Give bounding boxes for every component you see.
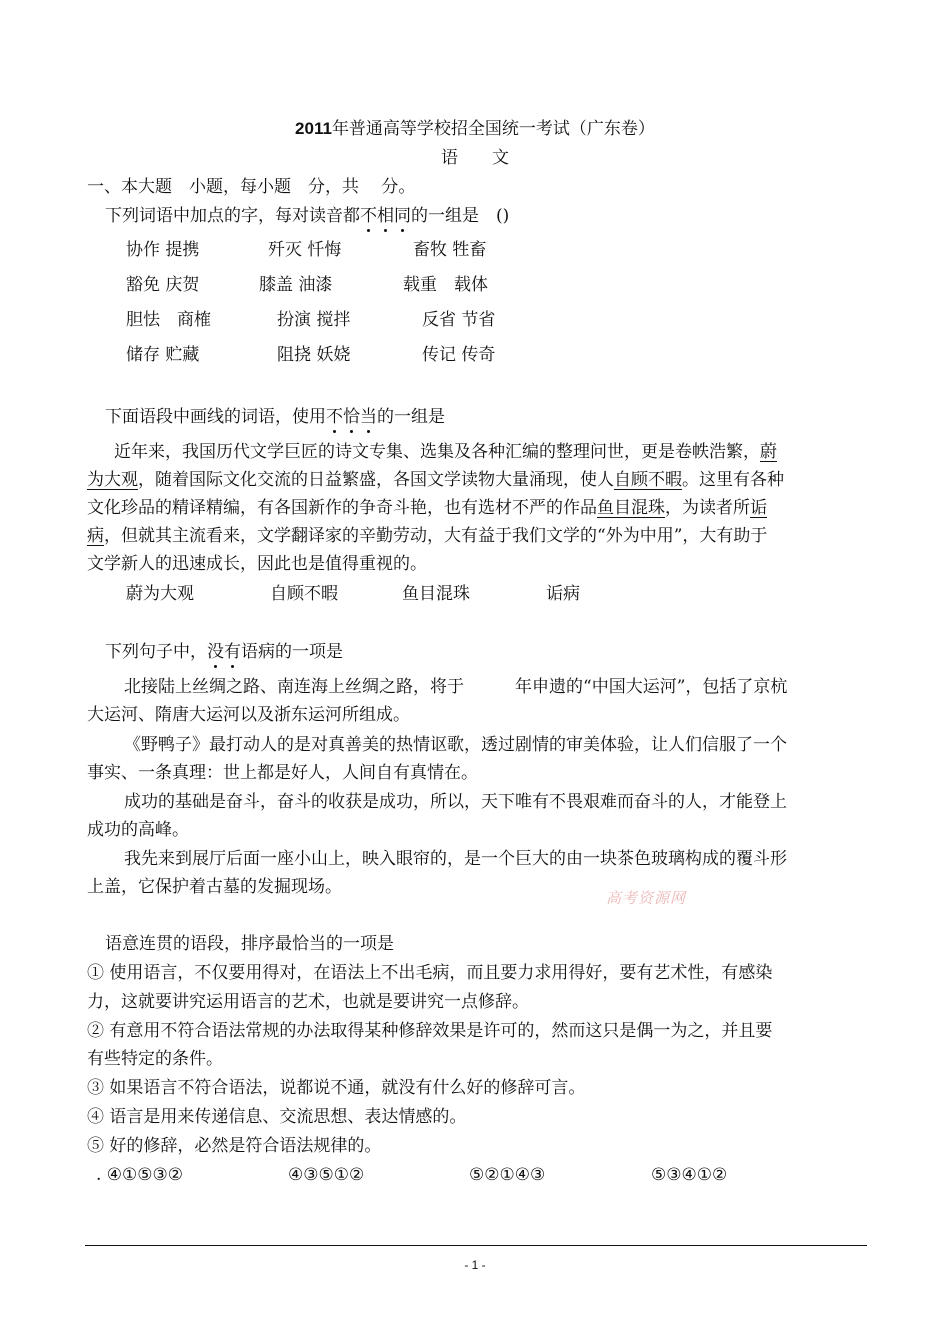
q2-stem: 下面语段中画线的词语，使用不恰当的一组是	[105, 407, 445, 427]
q2-passage-line3: 文化珍品的精译精编，有各国新作的争奇斗艳，也有选材不严的作品鱼目混珠，为读者所诟	[87, 498, 767, 518]
q1-row4-a: 储存 贮藏	[126, 345, 200, 365]
q4-item3: ③ 如果语言不符合语法，说都说不通，就没有什么好的修辞可言。	[87, 1078, 586, 1098]
footer-rule	[85, 1245, 867, 1246]
watermark: 高考资源网	[606, 889, 687, 907]
section-heading: 一、本大题 小题，每小题 分，共 分。	[87, 177, 416, 197]
q3-sentence3-line1: 成功的基础是奋斗，奋斗的收获是成功，所以，天下唯有不畏艰难而奋斗的人，才能登上	[124, 792, 787, 812]
page-number: - 1 -	[464, 1258, 486, 1272]
q2-option-c: 鱼目混珠	[402, 584, 470, 604]
q3-sentence4-line2: 上盖，它保护着古墓的发掘现场。	[87, 877, 342, 897]
q2-passage-line4: 病，但就其主流看来，文学翻译家的辛勤劳动，大有益于我们文学的“外为中用”，大有助于	[87, 526, 768, 546]
q4-item5: ⑤ 好的修辞，必然是符合语法规律的。	[87, 1136, 382, 1156]
q4-item2-line1: ② 有意用不符合语法常规的办法取得某种修辞效果是许可的，然而这只是偶一为之，并且要	[87, 1021, 773, 1041]
q3-sentence2-line2: 事实、一条真理：世上都是好人，人间自有真情在。	[87, 763, 478, 783]
q1-stem: 下列词语中加点的字，每对读音都不相同的一组是 ()	[105, 206, 510, 226]
q3-sentence4-line1: 我先来到展厅后面一座小山上，映入眼帘的，是一个巨大的由一块茶色玻璃构成的覆斗形	[124, 849, 787, 869]
q1-row1-b: 歼灭 忏悔	[268, 240, 342, 260]
q3-sentence2-line1: 《野鸭子》最打动人的是对真善美的热情讴歌，透过剧情的审美体验，让人们信服了一个	[124, 735, 787, 755]
q3-sentence1-line2: 大运河、隋唐大运河以及浙东运河所组成。	[87, 705, 410, 725]
q2-passage-line1: 近年来，我国历代文学巨匠的诗文专集、选集及各种汇编的整理问世，更是卷帙浩繁，蔚	[114, 442, 777, 462]
q4-option-a: . ④①⑤③②	[96, 1165, 184, 1185]
q4-option-c: ⑤②①④③	[469, 1165, 546, 1185]
q1-row3-c: 反省 节省	[422, 310, 496, 330]
q1-row2-a: 豁免 庆贺	[126, 275, 200, 295]
q2-option-b: 自顾不暇	[270, 584, 338, 604]
q2-passage-line5: 文学新人的迅速成长，因此也是值得重视的。	[87, 554, 427, 574]
q4-stem: 语意连贯的语段，排序最恰当的一项是	[105, 934, 394, 954]
q4-item1-line1: ① 使用语言，不仅要用得对，在语法上不出毛病，而且要力求用得好，要有艺术性，有感染	[87, 963, 773, 983]
q3-sentence3-line2: 成功的高峰。	[87, 820, 189, 840]
q1-row1-a: 协作 提携	[126, 240, 200, 260]
q4-option-d: ⑤③④①②	[651, 1165, 728, 1185]
subject-heading: 语 文	[441, 148, 509, 168]
q1-row3-a: 胆怯 商榷	[126, 310, 211, 330]
q3-sentence1-line1: 北接陆上丝绸之路、南连海上丝绸之路，将于 年申遗的“中国大运河”，包括了京杭	[124, 677, 788, 697]
q4-option-b: ④③⑤①②	[288, 1165, 365, 1185]
q1-row2-b: 膝盖 油漆	[259, 275, 333, 295]
q2-option-d: 诟病	[546, 584, 580, 604]
q3-stem: 下列句子中，没有语病的一项是	[105, 642, 343, 662]
q2-option-a: 蔚为大观	[126, 584, 194, 604]
q2-passage-line2: 为大观，随着国际文化交流的日益繁盛，各国文学读物大量涌现，使人自顾不暇。这里有各种	[87, 470, 784, 490]
q1-row1-c: 畜牧 牲畜	[413, 240, 487, 260]
q1-row2-c: 载重 载体	[403, 275, 488, 295]
q4-item2-line2: 有些特定的条件。	[87, 1049, 223, 1069]
q1-row3-b: 扮演 搅拌	[277, 310, 351, 330]
q1-row4-c: 传记 传奇	[422, 345, 496, 365]
q4-item1-line2: 力，这就要讲究运用语言的艺术，也就是要讲究一点修辞。	[87, 992, 529, 1012]
q4-item4: ④ 语言是用来传递信息、交流思想、表达情感的。	[87, 1107, 467, 1127]
q1-row4-b: 阻挠 妖娆	[277, 345, 351, 365]
exam-title: 2011年普通高等学校招全国统一考试（广东卷）	[295, 119, 655, 139]
